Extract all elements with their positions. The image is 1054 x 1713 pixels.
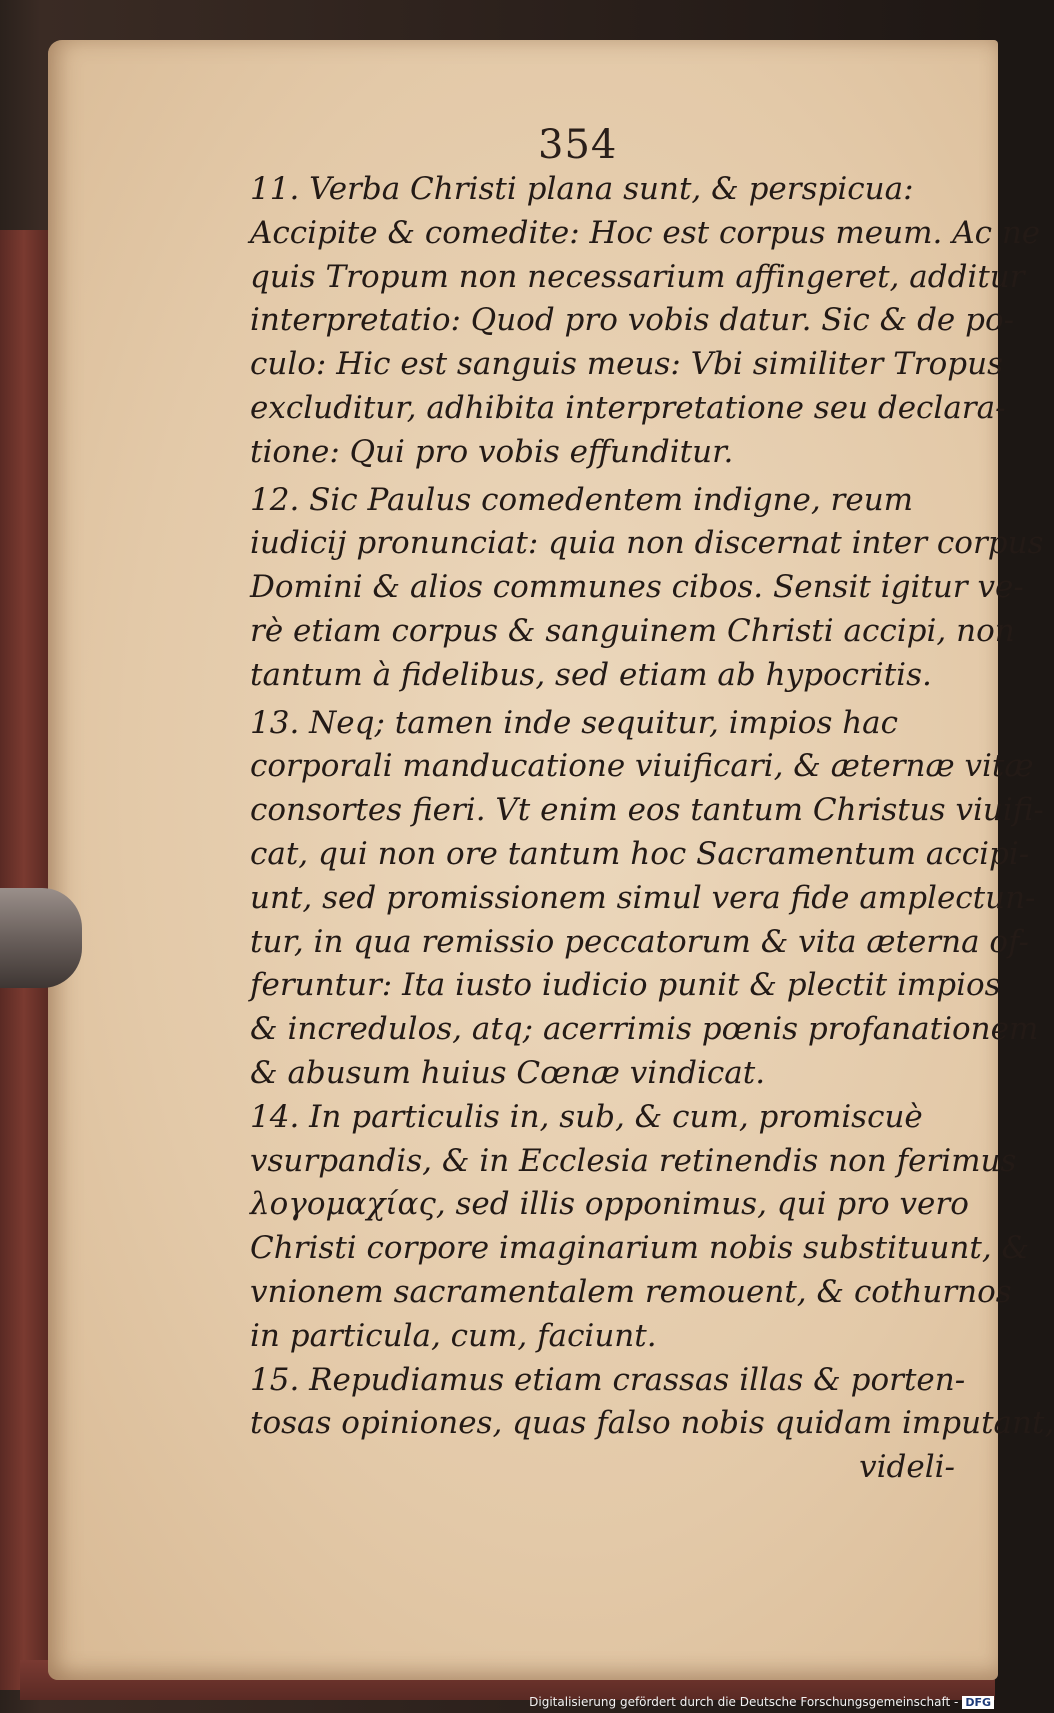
credit-text: Digitalisierung gefördert durch die Deutsche Forschungsgemeinschaft - [529, 1695, 959, 1709]
text-line: consortes fieri. Vt enim eos tantum Christus viuifi- [250, 792, 1044, 829]
page-clip [0, 888, 82, 988]
text-line: & abusum huius Cœnæ vindicat. [250, 1054, 766, 1091]
text-line: rè etiam corpus & sanguinem Christi accipi, non [250, 612, 1015, 649]
text-line: 12. Sic Paulus comedentem indigne, reum [250, 481, 914, 518]
text-line: quis Tropum non necessarium affingeret, additur [250, 258, 1025, 295]
text-line: 13. Neq; tamen inde sequitur, impios hac [250, 704, 899, 741]
page-text [250, 168, 1054, 1490]
text-line: culo: Hic est sanguis meus: Vbi similiter Tropus [250, 346, 1004, 383]
catchword: videli- [859, 1449, 955, 1486]
text-line: 11. Verba Christi plana sunt, & perspicua: [250, 171, 914, 207]
text-line: feruntur: Ita iusto iudicio punit & plectit impios [250, 967, 1001, 1004]
text-line: unt, sed promissionem simul vera fide amplectun- [250, 879, 1036, 916]
text-line: Domini & alios communes cibos. Sensit igitur ve- [250, 569, 1024, 606]
page-number: 354 [538, 122, 618, 168]
text-line: Christi corpore imaginarium nobis substituunt, & [250, 1230, 1030, 1267]
text-line: corporali manducatione viuificari, & æternæ vitæ [250, 748, 1034, 785]
text-line: cat, qui non ore tantum hoc Sacramentum accipi- [250, 835, 1030, 872]
text-line: 15. Repudiamus etiam crassas illas & porten- [250, 1361, 966, 1398]
text-line: excluditur, adhibita interpretatione seu declara- [250, 389, 1006, 426]
text-line: in particula, cum, faciunt. [250, 1317, 657, 1354]
text-line: λογομαχίας, sed illis opponimus, qui pro vero [250, 1186, 969, 1223]
text-line: tantum à fidelibus, sed etiam ab hypocritis. [250, 656, 932, 693]
text-line: & incredulos, atq; acerrimis pœnis profanationem [250, 1011, 1039, 1048]
text-line: interpretatio: Quod pro vobis datur. Sic & de po- [250, 302, 1015, 339]
text-line: tur, in qua remissio peccatorum & vita æterna of- [250, 923, 1029, 960]
digitization-credit [529, 1695, 994, 1709]
text-line: Accipite & comedite: Hoc est corpus meum. Ac ne [250, 214, 1041, 251]
dfg-logo: DFG [962, 1696, 994, 1709]
text-line: vnionem sacramentalem remouent, & cothurnos [250, 1273, 1012, 1310]
text-line: 14. In particulis in, sub, & cum, promiscuè [250, 1098, 923, 1135]
text-line: iudicij pronunciat: quia non discernat inter corpus [250, 525, 1044, 562]
text-line: tione: Qui pro vobis effunditur. [250, 433, 734, 470]
text-line: vsurpandis, & in Ecclesia retinendis non ferimus [250, 1142, 1017, 1179]
text-line: tosas opiniones, quas falso nobis quidam imputant, [250, 1405, 1054, 1442]
